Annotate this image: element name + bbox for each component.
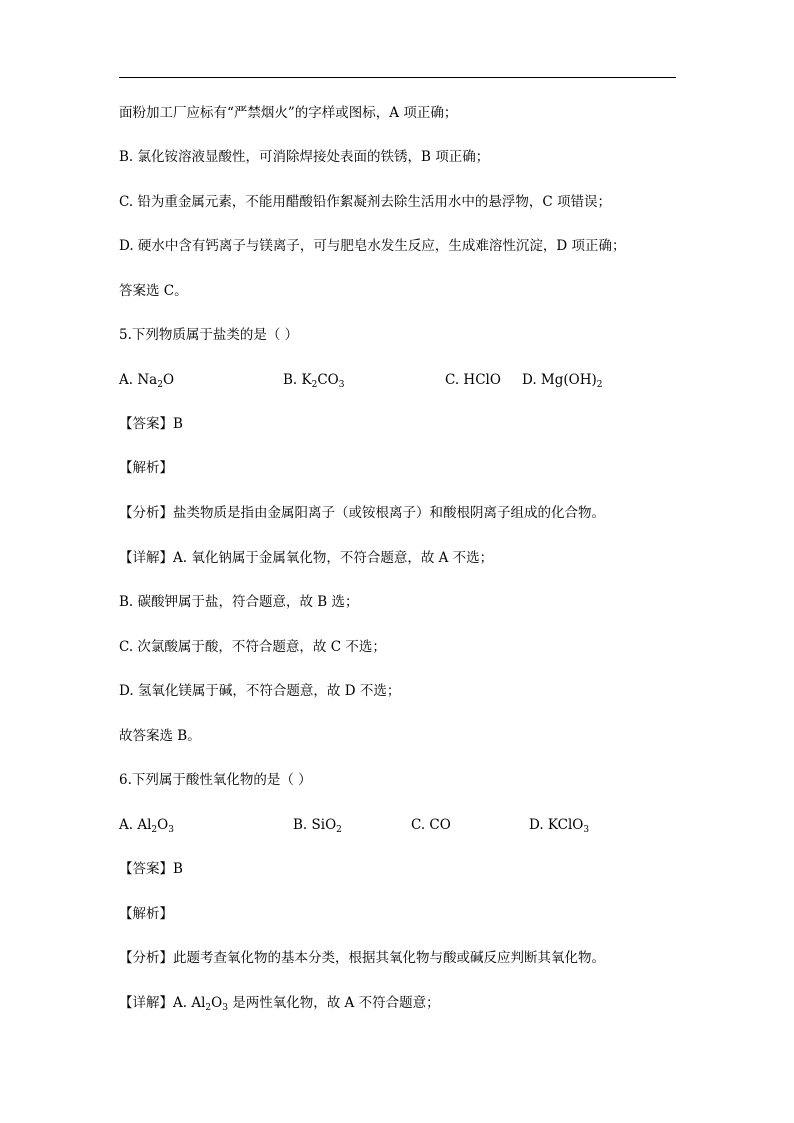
- q5-analysis: 【分析】盐类物质是指由金属阳离子（或铵根离子）和酸根阴离子组成的化合物。: [119, 505, 605, 521]
- question-5-stem: 5.下列物质属于盐类的是（ ）: [119, 327, 299, 343]
- q6-answer: 【答案】B: [119, 861, 183, 877]
- q5-option-b: B. $K_2CO_3$: [283, 372, 345, 390]
- q5-detail-b: B. 碳酸钾属于盐，符合题意，故 B 选；: [119, 594, 359, 610]
- text-line: B. 氯化铵溶液显酸性，可消除焊接处表面的铁锈，B 项正确；: [119, 149, 490, 165]
- q5-conclusion: 故答案选 B。: [119, 728, 201, 744]
- q5-detail-c: C. 次氯酸属于酸，不符合题意，故 C 不选；: [119, 639, 386, 655]
- q5-option-d: D. $Mg(OH)_2$: [522, 372, 603, 390]
- q5-jiexi-heading: 【解析】: [119, 460, 173, 476]
- text-line: D. 硬水中含有钙离子与镁离子，可与肥皂水发生反应，生成难溶性沉淀，D 项正确；: [119, 238, 626, 254]
- text-line: C. 铅为重金属元素，不能用醋酸铅作絮凝剂去除生活用水中的悬浮物，C 项错误；: [119, 194, 612, 210]
- q6-option-b: B. SiO$_2$: [293, 817, 342, 835]
- text-line: 面粉加工厂应标有“严禁烟火”的字样或图标，A 项正确；: [119, 105, 458, 121]
- q6-jiexi-heading: 【解析】: [119, 906, 173, 922]
- q6-option-c: C. CO: [411, 817, 451, 833]
- q6-option-a: A. $Al_2O_3$: [119, 817, 174, 835]
- header-rule: [119, 77, 676, 78]
- q5-answer: 【答案】B: [119, 416, 183, 432]
- question-6-stem: 6.下列属于酸性氧化物的是（ ）: [119, 772, 312, 788]
- q6-option-d: D. KClO$_3$: [529, 817, 590, 835]
- text-line: 答案选 C。: [119, 283, 188, 299]
- q5-option-a: A. $Na_2O$: [119, 372, 175, 390]
- q6-detail: 【详解】A. $Al_2O_3$ 是两性氧化物，故 A 不符合题意；: [119, 995, 440, 1013]
- q5-option-c: C. HClO: [445, 372, 501, 388]
- q6-analysis: 【分析】此题考查氧化物的基本分类，根据其氧化物与酸或碱反应判断其氧化物。: [119, 950, 605, 966]
- q5-detail-d: D. 氢氧化镁属于碱，不符合题意，故 D 不选；: [119, 683, 401, 699]
- q5-detail: 【详解】A. 氧化钠属于金属氧化物，不符合题意，故 A 不选；: [119, 550, 494, 566]
